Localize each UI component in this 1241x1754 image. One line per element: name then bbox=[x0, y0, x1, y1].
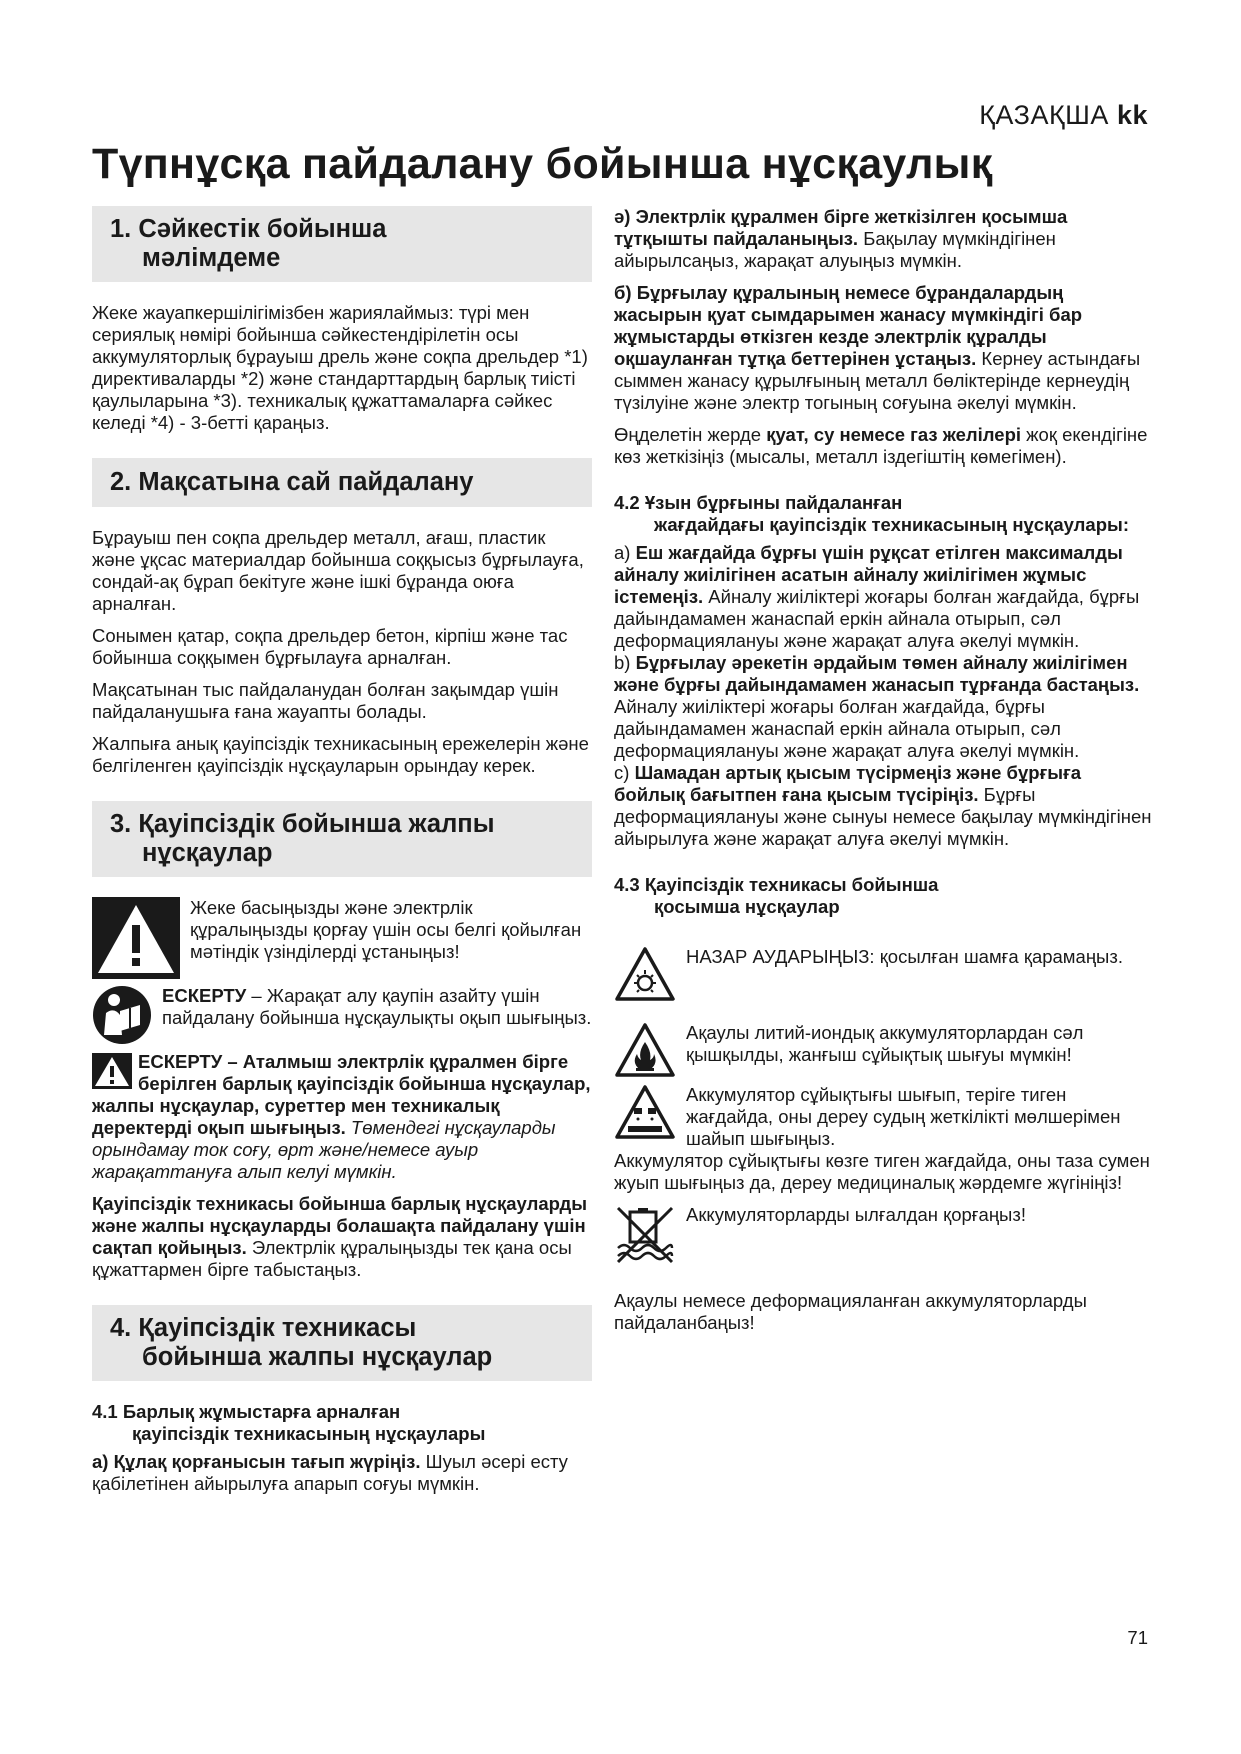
left-column bbox=[92, 206, 592, 1505]
moisture-warning-text: Аккумуляторларды ылғалдан қорғаңыз! bbox=[686, 1204, 1026, 1225]
intended-use-text-1: Бұрауыш пен соқпа дрельдер металл, ағаш, пластик және ұқсас материалдар бойынша соққысыз бұрғылауға, сондай-ақ бұрап бекітуге және ішкі бұранда оюға арналған. bbox=[92, 527, 584, 614]
intended-use-text-4: Жалпыға анық қауіпсіздік техникасының ережелерін және белгіленген қауіпсіздік нұсқауларын орындау керек. bbox=[92, 733, 589, 776]
long-bit-c-text: c) Шамадан артық қысым түсірмеңіз және бұрғыға бойлық бағытпен ғана қысым түсіріңіз. Бұрғы деформациялануы және сынуы немесе бақылау мүмкіндігінен айырылуға және жарақат алуға әкелуі мүмкін. bbox=[614, 762, 1152, 849]
corrosive-icon bbox=[614, 1084, 676, 1140]
small-warning-icon bbox=[92, 1053, 132, 1089]
section-1-heading: 1. Сәйкестік бойынша мәлімдеме bbox=[92, 206, 592, 282]
language-label: ҚАЗАҚША kk bbox=[979, 100, 1148, 130]
fire-warning-row bbox=[614, 1022, 1154, 1078]
acid-skin-text: Аккумулятор сұйықтығы шығып, теріге тиген жағдайда, оны дереу судың жеткілікті мөлшерімен шайып шығыңыз. bbox=[686, 1084, 1121, 1149]
subsection-4-2-heading: 4.2 Ұзын бұрғыны пайдаланған жағдайдағы қауіпсіздік техникасының нұсқаулары: bbox=[614, 492, 1129, 535]
flammable-icon bbox=[614, 1022, 676, 1078]
subsection-4-1-heading: 4.1 Барлық жұмыстарға арналған қауіпсіздік техникасының нұсқаулары bbox=[92, 1401, 486, 1444]
read-manual-row bbox=[92, 985, 592, 1045]
warning-triangle-icon bbox=[92, 897, 180, 979]
subsection-4-3-heading: 4.3 Қауіпсіздік техникасы бойынша қосымша нұсқаулар bbox=[614, 874, 939, 917]
warning-symbol-row bbox=[92, 897, 592, 979]
right-column bbox=[614, 206, 1154, 1344]
no-water-icon bbox=[614, 1204, 676, 1266]
check-lines-text: Өңделетін жерде қуат, су немесе газ желілері жоқ екендігіне көз жеткізіңіз (мысалы, металл іздегіштің көмегімен). bbox=[614, 424, 1148, 467]
acid-eye-text: Аккумулятор сұйықтығы көзге тиген жағдайда, оны таза сумен жуып шығыңыз да, дереу медициналық жәрдемге жүгініңіз! bbox=[614, 1150, 1150, 1193]
section-4-heading: 4. Қауіпсіздік техникасы бойынша жалпы нұсқаулар bbox=[92, 1305, 592, 1381]
read-manual-text: ЕСКЕРТУ – Жарақат алу қаупін азайту үшін пайдалану бойынша нұсқаулықты оқып шығыңыз. bbox=[162, 985, 592, 1028]
lamp-warning-row bbox=[614, 946, 1154, 1002]
page-title: Түпнұсқа пайдалану бойынша нұсқаулық bbox=[92, 140, 993, 188]
section-3-heading: 3. Қауіпсіздік бойынша жалпы нұсқаулар bbox=[92, 801, 592, 877]
aux-handle-text: ә) Электрлік құралмен бірге жеткізілген қосымша тұтқышты пайдаланыңыз. Бақылау мүмкіндігінен айырылсаңыз, жарақат алуыңыз мүмкін. bbox=[614, 206, 1068, 271]
section-2-heading: 2. Мақсатына сай пайдалану bbox=[92, 458, 592, 507]
long-bit-a-text: а) Еш жағдайда бұрғы үшін рұқсат етілген максималды айналу жиілігінен асатын айналу жиілігімен жұмыс істемеңіз. Айналу жиіліктері жоғары болған жағдайда, бұрғы дайындамамен жанаспай еркін айнала отырып, сәл деформациялануы және жарақат алуға әкелуі мүмкін. bbox=[614, 542, 1140, 651]
acid-warning-row bbox=[614, 1084, 1154, 1150]
warning-symbol-text: Жеке басыңызды және электрлік құралыңызды қорғау үшін осы белгі қойылған мәтіндік үзінділерді ұстаныңыз! bbox=[190, 897, 582, 962]
moisture-warning-row bbox=[614, 1204, 1154, 1266]
keep-instructions-text: Қауіпсіздік техникасы бойынша барлық нұсқауларды және жалпы нұсқауларды болашақта пайдалану үшін сақтап қойыңыз. Электрлік құралыңызды тек қана осы құжаттармен бірге табыстаңыз. bbox=[92, 1193, 588, 1280]
defective-battery-text: Ақаулы немесе деформацияланған аккумуляторларды пайдаланбаңыз! bbox=[614, 1290, 1087, 1333]
read-manual-icon bbox=[92, 985, 152, 1045]
insulated-grip-text: б) Бұрғылау құралының немесе бұрандалардың жасырын қуат сымдарымен жанасу мүмкіндігі бар жұмыстарды өткізген кезде электрлік құралды оқшауланған тұтқа беттерінен ұстаңыз. Кернеу астындағы сыммен жанасу құрылғының металл бөліктерінде кернеудің түзілуіне және электр тогының соғуына әкелуі мүмкін. bbox=[614, 282, 1141, 413]
fire-warning-text: Ақаулы литий-иондық аккумуляторлардан сәл қышқылды, жанғыш сұйықтық шығуы мүмкін! bbox=[686, 1022, 1084, 1065]
declaration-text: Жеке жауапкершілігімізбен жариялаймыз: түрі мен сериялық нөмірі бойынша сәйкестендірілетін осы аккумуляторлық бұрауыш дрель және соқпа дрельдер *1) директиваларды *2) және стандарттардың барлық тиісті қаулыларына *3). техникалық құжаттамаларға сәйкес келеді *4) - 3-бетті қараңыз. bbox=[92, 302, 588, 433]
lamp-warning-text: НАЗАР АУДАРЫҢЫЗ: қосылған шамға қарамаңыз. bbox=[686, 946, 1123, 967]
intended-use-text-2: Сонымен қатар, соқпа дрельдер бетон, кірпіш және тас бойынша соққымен бұрғылауға арналған. bbox=[92, 625, 568, 668]
long-bit-b-text: b) Бұрғылау әрекетін әрдайым төмен айналу жиілігімен және бұрғы дайындамамен жанасып тұрғанда бастаңыз. Айналу жиіліктері жоғары болған жағдайда, бұрғы дайындамамен жанаспай еркін айнала отырып, сәл деформациялануы және жарақат алуға әкелуі мүмкін. bbox=[614, 652, 1140, 761]
general-warning-text: ЕСКЕРТУ – Аталмыш электрлік құралмен бірге берілген барлық қауіпсіздік бойынша нұсқаулар, жалпы нұсқаулар, суреттер мен техникалық деректерді оқып шығыңыз. Төмендегі нұсқауларды орындамау ток соғу, өрт және/немесе ауыр жарақаттануға алып келуі мүмкін. bbox=[92, 1051, 591, 1182]
lamp-warning-icon bbox=[614, 946, 676, 1002]
page-number: 71 bbox=[1127, 1627, 1148, 1648]
intended-use-text-3: Мақсатынан тыс пайдаланудан болған зақымдар үшін пайдаланушыға ғана жауапты болады. bbox=[92, 679, 559, 722]
ear-protection-text: а) Құлақ қорғанысын тағып жүріңіз. Шуыл әсері есту қабілетінен айырылуға апарып соғуы мүмкін. bbox=[92, 1451, 568, 1494]
